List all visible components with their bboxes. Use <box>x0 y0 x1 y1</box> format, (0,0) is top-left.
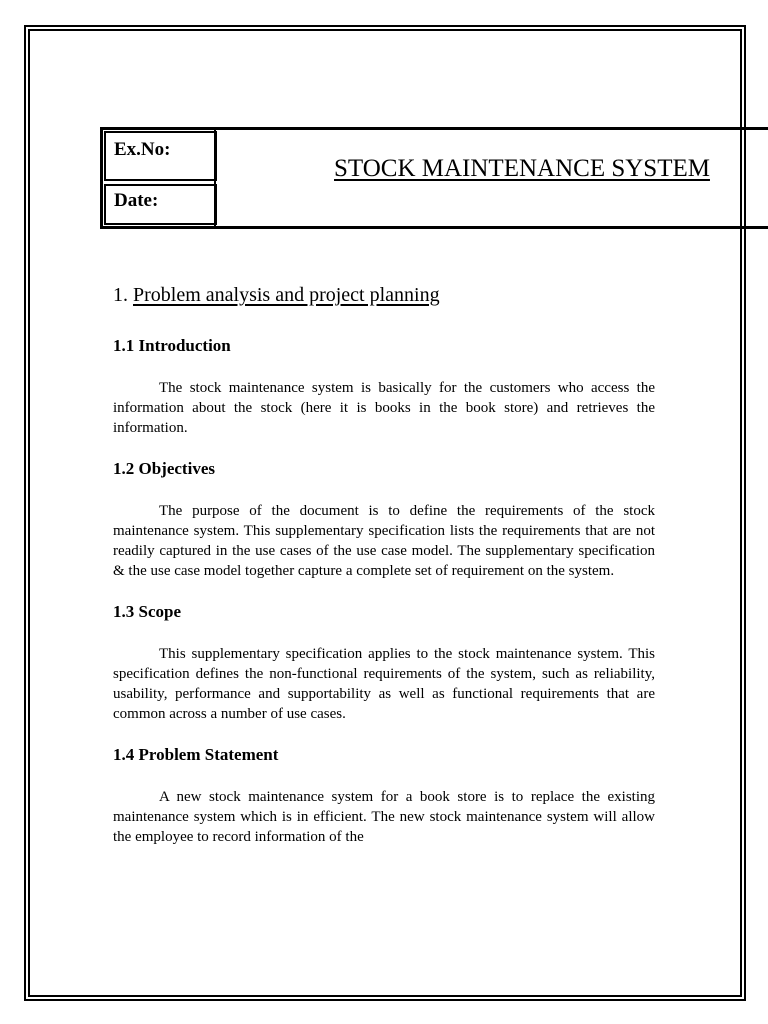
header-divider <box>214 130 216 226</box>
exno-cell <box>104 131 217 181</box>
exno-label: Ex.No: <box>114 139 171 160</box>
subsection-heading-problem-statement: 1.4 Problem Statement <box>113 745 279 764</box>
paragraph-objectives: The purpose of the document is to define the requirements of the stock maintenance system. This supplementary specification lists the requirements that are not readily captured in the use cases of the use case model. The supplementary specification & the use case model together capture a complete set of requirement on the system. <box>113 503 655 579</box>
document-body <box>113 281 655 867</box>
date-cell <box>104 184 217 225</box>
document-title: STOCK MAINTENANCE SYSTEM <box>334 155 710 182</box>
section-number: 1. <box>113 284 128 306</box>
subsection-heading-scope: 1.3 Scope <box>113 602 181 621</box>
date-label: Date: <box>114 190 159 211</box>
subsection-heading-introduction: 1.1 Introduction <box>113 336 231 355</box>
section-heading <box>113 281 655 309</box>
paragraph-scope: This supplementary specification applies to the stock maintenance system. This specification defines the non-functional requirements of the system, such as reliability, usability, performance and supportability as well as functional requirements that are common across a number of use cases. <box>113 646 655 722</box>
section-title: Problem analysis and project planning <box>133 284 440 306</box>
subsection-heading-objectives: 1.2 Objectives <box>113 459 215 478</box>
paragraph-problem-statement: A new stock maintenance system for a book store is to replace the existing maintenance system which is in efficient. The new stock maintenance system will allow the employee to record information of the <box>113 789 655 845</box>
paragraph-introduction: The stock maintenance system is basically for the customers who access the information about the stock (here it is books in the book store) and retrieves the information. <box>113 380 655 436</box>
